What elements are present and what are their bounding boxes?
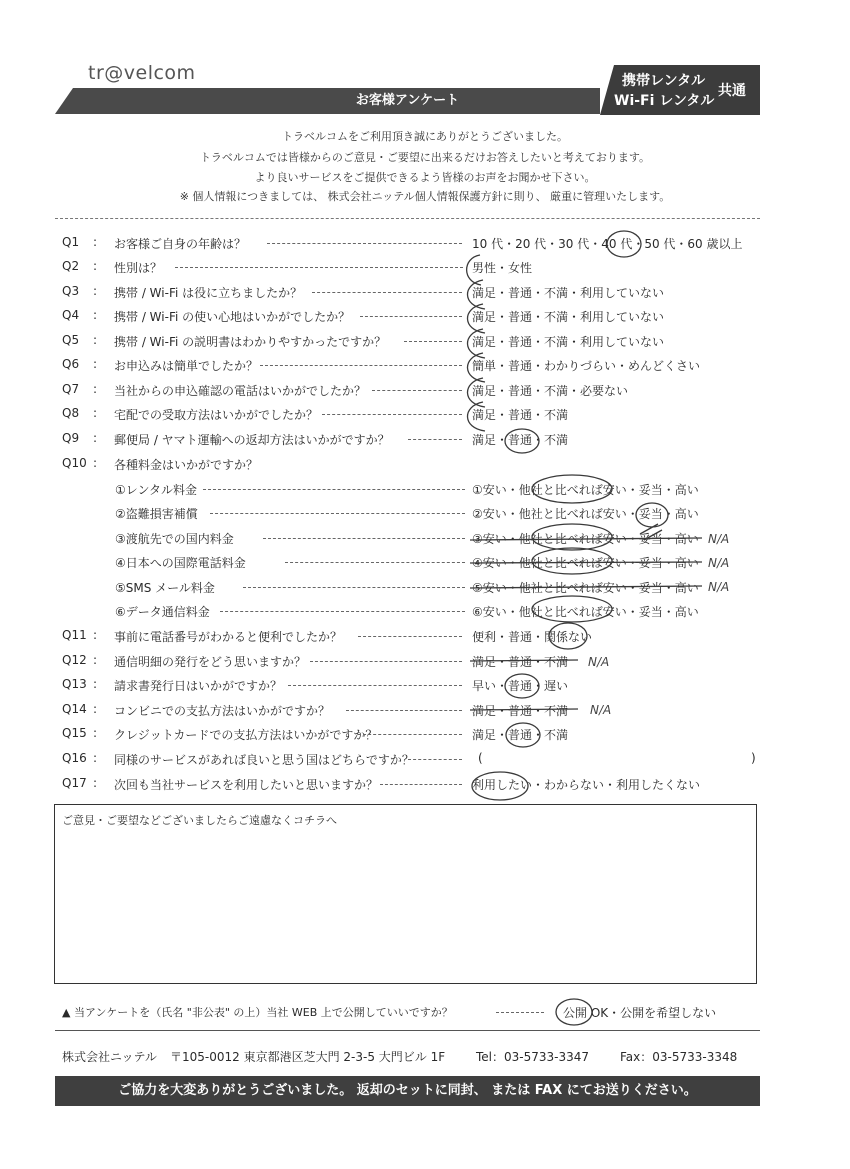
answer-options[interactable]: ④安い・他社と比べれば安い・妥当・高い [472,556,699,570]
question-text: お客様ご自身の年齢は？ [114,237,247,251]
comments-box[interactable] [54,804,757,984]
intro-line-2: トラベルコムでは皆様からのご意見・ご要望に出来るだけお答えしたいと考えております。 [199,151,651,164]
question-q16: Q16 : 同様のサービスがあれば良いと思う国はどちらですか？ [62,751,762,771]
publish-question: ▲ 当アンケートを（氏名 "非公表" の上）当社 WEB 上で公開していいですか？ [62,1006,453,1019]
answer-options[interactable]: ⑤安い・他社と比べれば安い・妥当・高い [472,581,699,595]
travelcom-logo: tr@velcom [88,62,196,84]
question-number: Q6 [62,357,80,371]
answer-options[interactable]: 満足・普通・不満 [472,433,569,447]
divider [55,218,760,219]
q16-open-paren: ( [478,751,483,765]
item-text: ⑤SMS メール料金 [115,581,215,595]
handwritten-na-q10-5: N/A [708,580,730,594]
question-text: 宅配での受取方法はいかがでしたか？ [114,408,319,422]
answer-options[interactable]: 満足・普通・不満・利用していない [472,286,665,300]
answer-options[interactable]: 満足・普通・不満・利用していない [472,310,665,324]
question-q3: Q3 : 携帯 / Wi-Fi は役に立ちましたか？ 満足・普通・不満・利用していない [62,284,665,300]
question-number: Q4 [62,308,80,322]
answer-options[interactable]: 満足・普通・不満 [472,655,569,669]
question-text: 携帯 / Wi-Fi の使い心地はいかがでしたか？ [114,310,351,324]
handwritten-na-q10-4: N/A [708,556,730,570]
question-q5: Q5 : 携帯 / Wi-Fi の説明書はわかりやすかったですか？ 満足・普通・不満・利用していない [62,333,665,349]
tag-wifi-rental: Wi-Fi レンタル [614,93,715,109]
q10-item-international [115,554,755,574]
question-q6: Q6 : お申込みは簡単でしたか？ 簡単・普通・わかりづらい・めんどくさい [62,357,701,373]
q10-item-rental [115,481,755,501]
q10-item-sms [115,579,755,599]
question-q14: Q14 : コンビニでの支払方法はいかがですか？ 満足・普通・不満 [62,702,569,718]
answer-options[interactable]: ⑥安い・他社と比べれば安い・妥当・高い [472,605,699,619]
question-number: Q8 [62,406,80,420]
question-number: Q13 [62,677,87,691]
question-q15: Q15 : クレジットカードでの支払方法はいかがですか？ 満足・普通・不満 [62,726,569,742]
question-text: 携帯 / Wi-Fi は役に立ちましたか？ [114,286,303,300]
answer-options[interactable]: 簡単・普通・わかりづらい・めんどくさい [472,359,701,373]
question-text: 郵便局 / ヤマト運輸への返却方法はいかがですか？ [114,433,390,447]
handwritten-na-q12: N/A [588,655,610,669]
question-text: コンビニでの支払方法はいかがですか？ [114,704,331,718]
question-number: Q15 [62,726,87,740]
question-number: Q16 [62,751,87,765]
question-q1: Q1 : お客様ご自身の年齢は？ 10 代・20 代・30 代・40 代・50 代・60 歳以上 [62,235,743,251]
q10-item-domestic [115,530,755,550]
answer-options[interactable]: 満足・普通・不満・必要ない [472,384,629,398]
question-text: 携帯 / Wi-Fi の説明書はわかりやすかったですか？ [114,335,387,349]
question-q4: Q4 : 携帯 / Wi-Fi の使い心地はいかがでしたか？ 満足・普通・不満・利用していない [62,308,665,324]
answer-options[interactable]: ③安い・他社と比べれば安い・妥当・高い [472,532,699,546]
question-text: 通信明細の発行をどう思いますか？ [114,655,307,669]
privacy-note: ※ 個人情報につきましては、 株式会社ニッテル個人情報保護方針に則り、 厳重に管理いたします。 [179,190,671,203]
question-q10: Q10 : 各種料金はいかがですか？ [62,456,259,472]
comments-label: ご意見・ご要望などございましたらご遠慮なくコチラへ [62,814,337,827]
tag-mobile-rental: 携帯レンタル [622,73,706,89]
answer-options[interactable]: 早い・普通・遅い [472,679,569,693]
q10-item-theft [115,505,755,525]
question-number: Q11 [62,628,87,642]
question-q12: Q12 : 通信明細の発行をどう思いますか？ 満足・普通・不満 [62,653,569,669]
question-text: 同様のサービスがあれば良いと思う国はどちらですか？ [114,753,414,767]
question-text: 請求書発行日はいかがですか？ [114,679,283,693]
q16-close-paren: ) [751,751,756,765]
question-text: 性別は？ [114,261,163,275]
item-text: ①レンタル料金 [115,483,197,497]
item-text: ④日本への国際電話料金 [115,556,246,570]
answer-options[interactable]: 満足・普通・不満・利用していない [472,335,665,349]
question-number: Q2 [62,259,80,273]
company-name: 株式会社ニッテル [62,1050,157,1064]
question-text: 次回も当社サービスを利用したいと思いますか？ [114,778,379,792]
company-address: 〒105-0012 東京都港区芝大門 2-3-5 大門ビル 1F [170,1050,446,1064]
company-tel: Tel：03-5733-3347 [476,1050,590,1064]
answer-options[interactable]: 男性・女性 [472,261,533,275]
item-text: ③渡航先での国内料金 [115,532,234,546]
intro-line-3: より良いサービスをご提供できるよう皆様のお声をお聞かせ下さい。 [254,171,596,184]
divider [55,1030,760,1031]
question-number: Q7 [62,382,80,396]
q10-item-data [115,603,755,623]
question-text: クレジットカードでの支払方法はいかがですか？ [114,728,378,742]
question-q8: Q8 : 宅配での受取方法はいかがでしたか？ 満足・普通・不満 [62,406,569,422]
question-q9: Q9 : 郵便局 / ヤマト運輸への返却方法はいかがですか？ 満足・普通・不満 [62,431,569,447]
publish-options[interactable]: 公開 OK・公開を希望しない [563,1006,717,1020]
answer-options[interactable]: 10 代・20 代・30 代・40 代・50 代・60 歳以上 [472,237,743,251]
answer-options[interactable]: 満足・普通・不満 [472,728,569,742]
answer-options[interactable]: 便利・普通・関係ない [472,630,593,644]
answer-options[interactable]: 利用したい・わからない・利用したくない [472,778,701,792]
answer-options[interactable]: ①安い・他社と比べれば安い・妥当・高い [472,483,699,497]
question-text: 事前に電話番号がわかると便利でしたか？ [114,630,343,644]
question-number: Q1 [62,235,80,249]
question-number: Q9 [62,431,80,445]
question-number: Q14 [62,702,87,716]
question-number: Q17 [62,776,87,790]
question-number: Q12 [62,653,87,667]
question-q2: Q2 : 性別は？ 男性・女性 [62,259,533,275]
question-text: 各種料金はいかがですか？ [114,458,259,472]
question-number: Q10 [62,456,87,470]
company-fax: Fax：03-5733-3348 [620,1050,738,1064]
q16-answer-field[interactable] [486,751,746,769]
answer-options[interactable]: 満足・普通・不満 [472,704,569,718]
tag-common: 共通 [718,83,746,99]
question-number: Q3 [62,284,80,298]
answer-options[interactable]: ②安い・他社と比べれば安い・妥当・高い [472,507,699,521]
answer-options[interactable]: 満足・普通・不満 [472,408,569,422]
thanks-message: ご協力を大変ありがとうございました。 返却のセットに同封、 または FAX にてお送りください。 [118,1083,697,1098]
question-number: Q5 [62,333,80,347]
item-text: ②盗難損害補償 [115,507,198,521]
intro-line-1: トラベルコムをご利用頂き誠にありがとうございました。 [282,130,568,143]
question-q7: Q7 : 当社からの申込確認の電話はいかがでしたか？ 満足・普通・不満・必要ない [62,382,629,398]
question-q17: Q17 : 次回も当社サービスを利用したいと思いますか？ 利用したい・わからない・利用したくない [62,776,701,792]
handwritten-na-q14: N/A [590,703,612,717]
question-text: 当社からの申込確認の電話はいかがでしたか？ [114,384,367,398]
question-text: お申込みは簡単でしたか？ [114,359,259,373]
question-q11: Q11 : 事前に電話番号がわかると便利でしたか？ 便利・普通・関係ない [62,628,593,644]
question-q13: Q13 : 請求書発行日はいかがですか？ 早い・普通・遅い [62,677,569,693]
handwritten-na-q10-3: N/A [708,532,730,546]
page-title: お客様アンケート [355,93,460,108]
item-text: ⑥データ通信料金 [115,605,210,619]
divider [496,1012,544,1013]
